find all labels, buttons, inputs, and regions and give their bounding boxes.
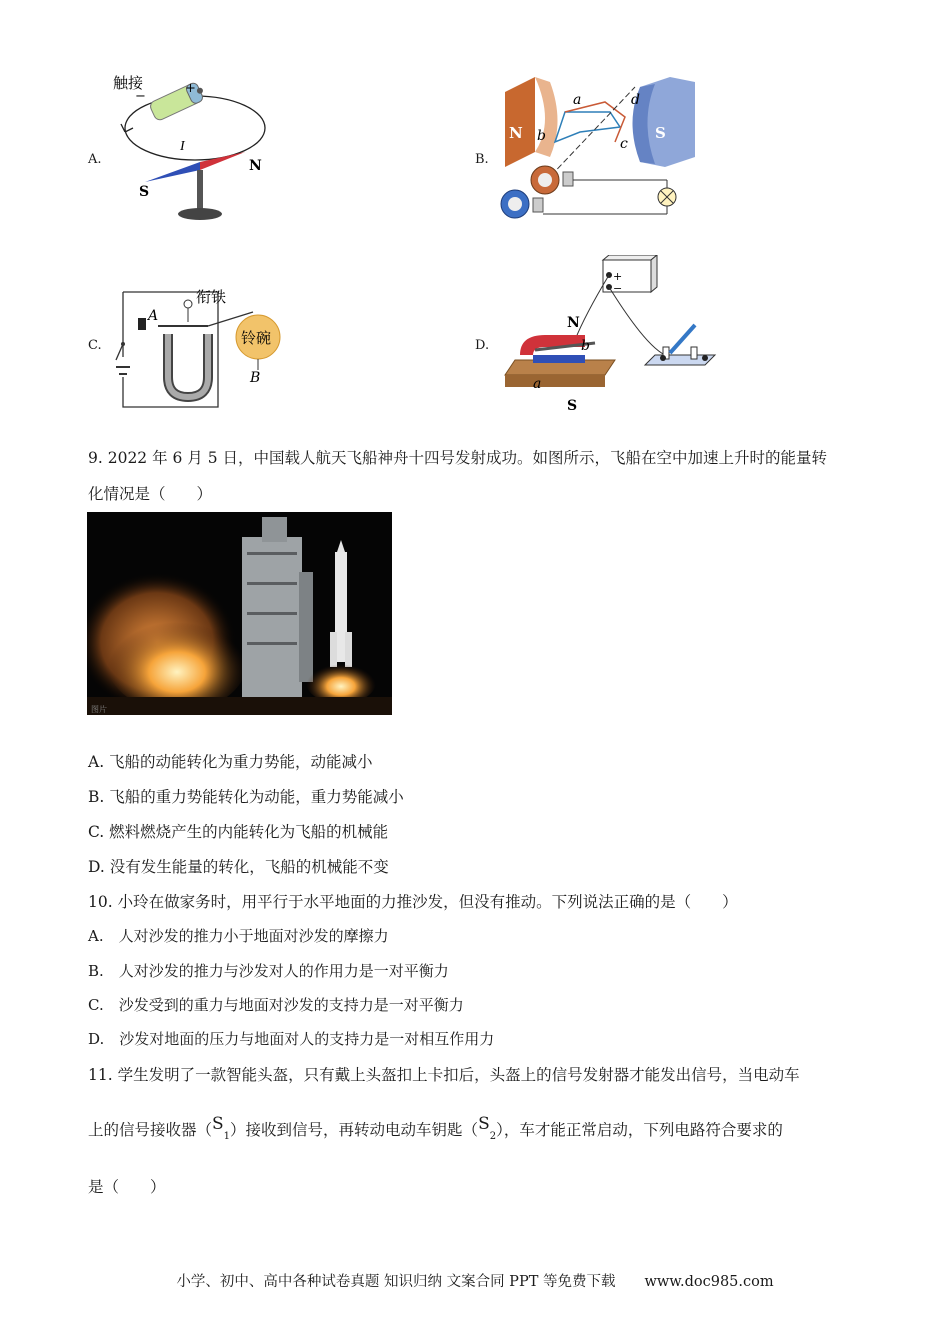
s1-subscript: 1 — [223, 1131, 231, 1142]
q9-stem-line2: 化情况是（ ） — [88, 485, 213, 503]
q9-option-c: C. 燃料燃烧产生的内能转化为飞船的机械能 — [88, 823, 389, 841]
q10-stem: 10. 小玲在做家务时，用平行于水平地面的力推沙发，但没有推动。下列说法正确的是（ ） — [88, 893, 738, 911]
q10-option-a: A. 人对沙发的推力小于地面对沙发的摩擦力 — [88, 927, 389, 945]
south-label: S — [139, 184, 150, 200]
figure-a-compass-circuit — [105, 70, 285, 230]
s2-subscript: 2 — [489, 1131, 497, 1142]
q9-option-b: B. 飞船的重力势能转化为动能，重力势能减小 — [88, 788, 404, 806]
q11-line2 — [88, 1114, 783, 1142]
label-a: a — [533, 376, 542, 392]
magnet-s: S — [655, 124, 666, 142]
q11-line2-part-b: ）接收到信号，再转动电动车钥匙（ — [230, 1121, 479, 1139]
page-footer: 小学、初中、高中各种试卷真题 知识归纳 文案合同 PPT 等免费下载 www.doc985.com — [176, 1274, 774, 1290]
figure-b-generator — [495, 72, 705, 227]
option-c-label: C. — [88, 338, 102, 353]
q11-line2-part-a: 上的信号接收器（ — [88, 1121, 213, 1139]
q10-option-b: B. 人对沙发的推力与沙发对人的作用力是一对平衡力 — [88, 962, 449, 980]
q9-option-a: A. 飞船的动能转化为重力势能，动能减小 — [88, 753, 373, 771]
label-b: b — [581, 338, 590, 354]
plus-sign: + — [613, 270, 623, 283]
plus-sign: + — [185, 81, 196, 96]
q10-option-d: D. 沙发对地面的压力与地面对人的支持力是一对相互作用力 — [88, 1030, 495, 1048]
q10-option-c: C. 沙发受到的重力与地面对沙发的支持力是一对平衡力 — [88, 996, 464, 1014]
option-a-label: A. — [88, 152, 102, 167]
q11-line2-part-c: ），车才能正常启动，下列电路符合要求的 — [496, 1121, 783, 1139]
figure-c-electric-bell — [108, 282, 288, 412]
label-d: d — [631, 92, 640, 108]
label-b: B — [250, 370, 261, 386]
minus-sign: − — [613, 282, 623, 295]
q11-line1: 11. 学生发明了一款智能头盔，只有戴上头盔扣上卡扣后，头盔上的信号发射器才能发出信号，当电动车 — [88, 1066, 800, 1084]
q11-line3: 是（ ） — [88, 1178, 166, 1196]
label-b: b — [537, 128, 546, 144]
option-b-label: B. — [475, 152, 489, 167]
label-a: A — [148, 308, 159, 324]
current-label: I — [180, 139, 185, 154]
north-label: N — [249, 158, 262, 174]
armature-label: 衔铁 — [196, 288, 227, 306]
photo-caption: 图片 — [91, 705, 107, 714]
q9-option-d: D. 没有发生能量的转化，飞船的机械能不变 — [88, 858, 389, 876]
touch-label: 触接 — [113, 74, 144, 92]
south-label: S — [567, 398, 578, 414]
rocket-launch-photo — [87, 512, 392, 715]
minus-sign: − — [135, 89, 146, 104]
bell-label: 铃碗 — [241, 329, 272, 347]
north-label: N — [567, 315, 580, 331]
magnet-n: N — [509, 124, 523, 142]
q9-stem-line1: 9. 2022 年 6 月 5 日，中国载人航天飞船神舟十四号发射成功。如图所示，飞船在空中加速上升时的能量转 — [88, 449, 828, 467]
label-a: a — [573, 92, 582, 108]
label-c: c — [620, 136, 628, 152]
s1-symbol: S — [212, 1114, 224, 1134]
s2-symbol: S — [478, 1114, 490, 1134]
option-d-label: D. — [475, 338, 490, 353]
figure-d-motor-experiment — [495, 255, 725, 415]
